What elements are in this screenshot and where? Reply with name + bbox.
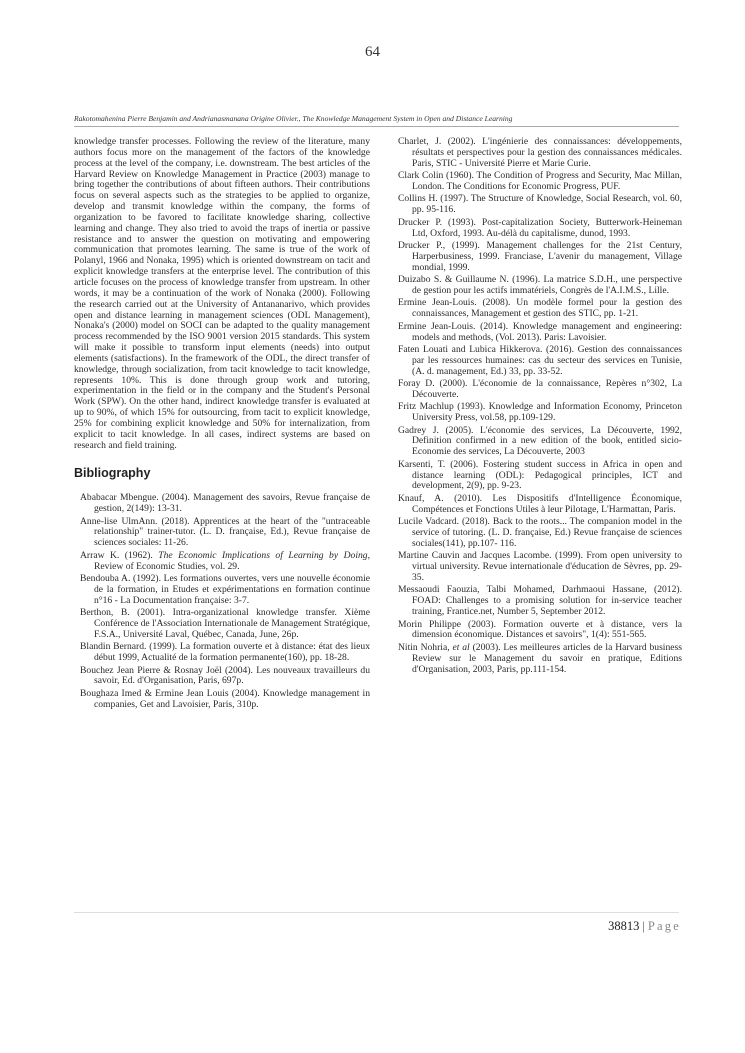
reference-entry: Bouchez Jean Pierre & Rosnay Joël (2004). Les nouveaux travailleurs du savoir, Ed. d'Organisation, Paris, 697p.: [80, 664, 370, 687]
reference-entry: Messaoudi Faouzia, Talbi Mohamed, Darhmaoui Hassane, (2012). FOAD: Challenges to a promising solution for in-service teacher training, Frantice.net, Number 5, September 2012.: [398, 584, 682, 618]
reference-italic-title: et al: [452, 641, 470, 653]
header-divider: [74, 126, 679, 127]
reference-italic-title: The Economic Implications of Learning by Doing: [158, 549, 368, 561]
reference-text: Nitin Nohria,: [398, 641, 453, 653]
reference-entry: Ababacar Mbengue. (2004). Management des savoirs, Revue française de gestion, 2(149): 13-31.: [80, 492, 370, 515]
reference-entry: Fritz Machlup (1993). Knowledge and Information Economy, Princeton University Press, vol.58, pp.109-129.: [398, 401, 682, 424]
footer-page-word: Page: [647, 919, 681, 933]
reference-entry: Knauf, A. (2010). Les Dispositifs d'Intelligence Économique, Compétences et Fonctions Utiles à leur Pilotage, L'Harmattan, Paris.: [398, 492, 682, 515]
reference-entry: Duizabo S. & Guillaume N. (1996). La matrice S.D.H., une perspective de gestion pour les actifs immatériels, Congrès de l'A.I.M.S., Lille.: [398, 274, 682, 296]
reference-text: Arraw K. (1962).: [80, 549, 159, 561]
page-footer: [608, 919, 681, 934]
reference-entry: Martine Cauvin and Jacques Lacombe. (1999). From open university to virtual university. Revue internationale d'éducation de Sèvres, pp. 29-35.: [398, 550, 682, 583]
reference-entry: Morin Philippe (2003). Formation ouverte et à distance, vers la dimension économique. Distances et savoirs", 1(4): 551-565.: [398, 618, 682, 641]
reference-entry: Charlet, J. (2002). L'ingénierie des connaissances: développements, résultats et perspectives pour la gestion des connaissances médicales. Paris, STIC - Université Pierre et Marie Curie.: [398, 136, 682, 169]
footer-page-number: 38813: [608, 919, 640, 933]
running-header: Rakotomahenina Pierre Benjamin and Andrianasmanana Origine Olivier., The Knowledge Management System in Open and Distance Learning: [74, 114, 513, 123]
bibliography-heading: Bibliography: [74, 466, 151, 481]
reference-text: (2003). Les meilleures articles de la Harvard business Review sur le Management du savoir en pratique, Editions d'Organisation, 2003, Paris, pp.111-154.: [412, 641, 682, 675]
page-number: 64: [365, 44, 380, 60]
reference-entry: Drucker P., (1999). Management challenges for the 21st Century, Harperbusiness, 1999. Franciase, L'avenir du management, Village mondial, 1999.: [398, 239, 682, 273]
reference-entry: Anne-lise UlmAnn. (2018). Apprentices at the heart of the "untraceable relationship" trainer-tutor. (L. D. française, Ed.), Revue française de sciences sociales: 11-26.: [80, 515, 370, 549]
footer-separator: |: [642, 919, 645, 933]
reference-entry: [398, 643, 682, 676]
body-paragraph: knowledge transfer processes. Following the review of the literature, many authors focus more on the management of the factors of the knowledge process at the level of the company, i.e. downstream. The best articles of the Harvard Review on Knowledge Management in Practice (2003) manage to bring together the contributions of about fifteen authors. Their contributions focus on several aspects such as the strategies to be applied to organize, develop and transmit knowledge within the company, the forms of organization to be favored to facilitate knowledge sharing, collective learning and change. They also tried to avoid the traps of inertia or passive resistance and to answer the question on motivating and empowering communication that promotes learning. The same is true of the work of Polanyl, 1966 and Nonaka, 1995) which is oriented downstream on tacit and explicit knowledge transfers at the enterprise level. The contribution of this article focuses on the process of knowledge transfer from upstream. In other words, it may be a continuation of the work of Nonaka (2000). Following the research carried out at the University of Antananarivo, which provides open and distance learning in management sciences (ODL Management), Nonaka's (2000) model on SOCI can be adapted to the quality management process recommended by the ISO 9001 version 2015 standards. This system will make it possible to transform input elements (needs) into output elements (satisfactions). In the framework of the ODL, the direct transfer of knowledge, through socialization, from tacit knowledge to tacit knowledge, represents 10%. This is done through group work and tutoring, experimentation in the field or in the company and the Student's Personal Work (SPW). On the other hand, indirect knowledge transfer is evaluated at up to 90%, of which 15% for outsourcing, from tacit to explicit knowledge, 25% for combining explicit knowledge and 50% for internalization, from explicit to tacit knowledge. In all cases, indirect systems are based on research and field training.: [74, 136, 370, 451]
reference-entry: Berthon, B. (2001). Intra-organizational knowledge transfer. Xième Conférence de l'Association Internationale de Management Stratégique, F.S.A., Université Laval, Québec, Canada, June, 26p.: [80, 607, 370, 640]
reference-entry: Ermine Jean-Louis. (2014). Knowledge management and engineering: models and methods, (Vol. 2013). Paris: Lavoisier.: [398, 320, 682, 343]
right-column: [386, 137, 682, 677]
footer-divider: [74, 912, 679, 913]
reference-entry: Collins H. (1997). The Structure of Knowledge, Social Research, vol. 60, pp. 95-116.: [398, 193, 682, 216]
reference-entry: Lucile Vadcard. (2018). Back to the roots... The companion model in the service of tutoring. (L. D. française, Ed.) Revue française de sciences sociales(141), pp.107- 116.: [398, 516, 682, 549]
bibliography-list-left: [74, 493, 370, 710]
reference-entry: [80, 551, 370, 573]
reference-entry: Ermine Jean-Louis. (2008). Un modèle formel pour la gestion des connaissances, Management et gestion des STIC, pp. 1-21.: [398, 297, 682, 320]
reference-entry: Blandin Bernard. (1999). La formation ouverte et à distance: état des lieux début 1999, Actualité de la formation permanente(160), pp. 18-28.: [80, 641, 370, 664]
reference-entry: Clark Colin (1960). The Condition of Progress and Security, Mac Millan, London. The Conditions for Economic Progress, PUF.: [398, 170, 682, 192]
reference-text: , Review of Economic Studies, vol. 29.: [94, 549, 370, 572]
reference-entry: Bendouba A. (1992). Les formations ouvertes, vers une nouvelle économie de la formation, in Etudes et expérimentations en formation continue n°16 - La Documentation française: 3-7.: [80, 573, 370, 606]
bibliography-list-right: [386, 137, 682, 675]
left-column: [74, 137, 370, 712]
reference-entry: Foray D. (2000). L'économie de la connaissance, Repères n°302, La Découverte.: [398, 378, 682, 400]
reference-entry: Gadrey J. (2005). L'économie des services, La Découverte, 1992, Definition confirmed in a new edition of the book, entitled sicio-Economie des services, La Découverte, 2003: [398, 424, 682, 458]
reference-entry: Drucker P. (1993). Post-capitalization Society, Butterwork-Heineman Ltd, Oxford, 1993. Au-délà du capitalisme, dunod, 1993.: [398, 216, 682, 239]
reference-entry: Karsenti, T. (2006). Fostering student success in Africa in open and distance learning (ODL): Pedagogical principles, ICT and development, 2(9), pp. 9-23.: [398, 458, 682, 492]
reference-entry: Faten Louati and Lubica Hikkerova. (2016). Gestion des connaissances par les ressources humaines: cas du secteur des services en Tunisie, (A. d. management, Ed.) 33, pp. 33-52.: [398, 343, 682, 377]
reference-entry: Boughaza Imed & Ermine Jean Louis (2004). Knowledge management in companies, Get and Lavoisier, Paris, 310p.: [80, 687, 370, 710]
